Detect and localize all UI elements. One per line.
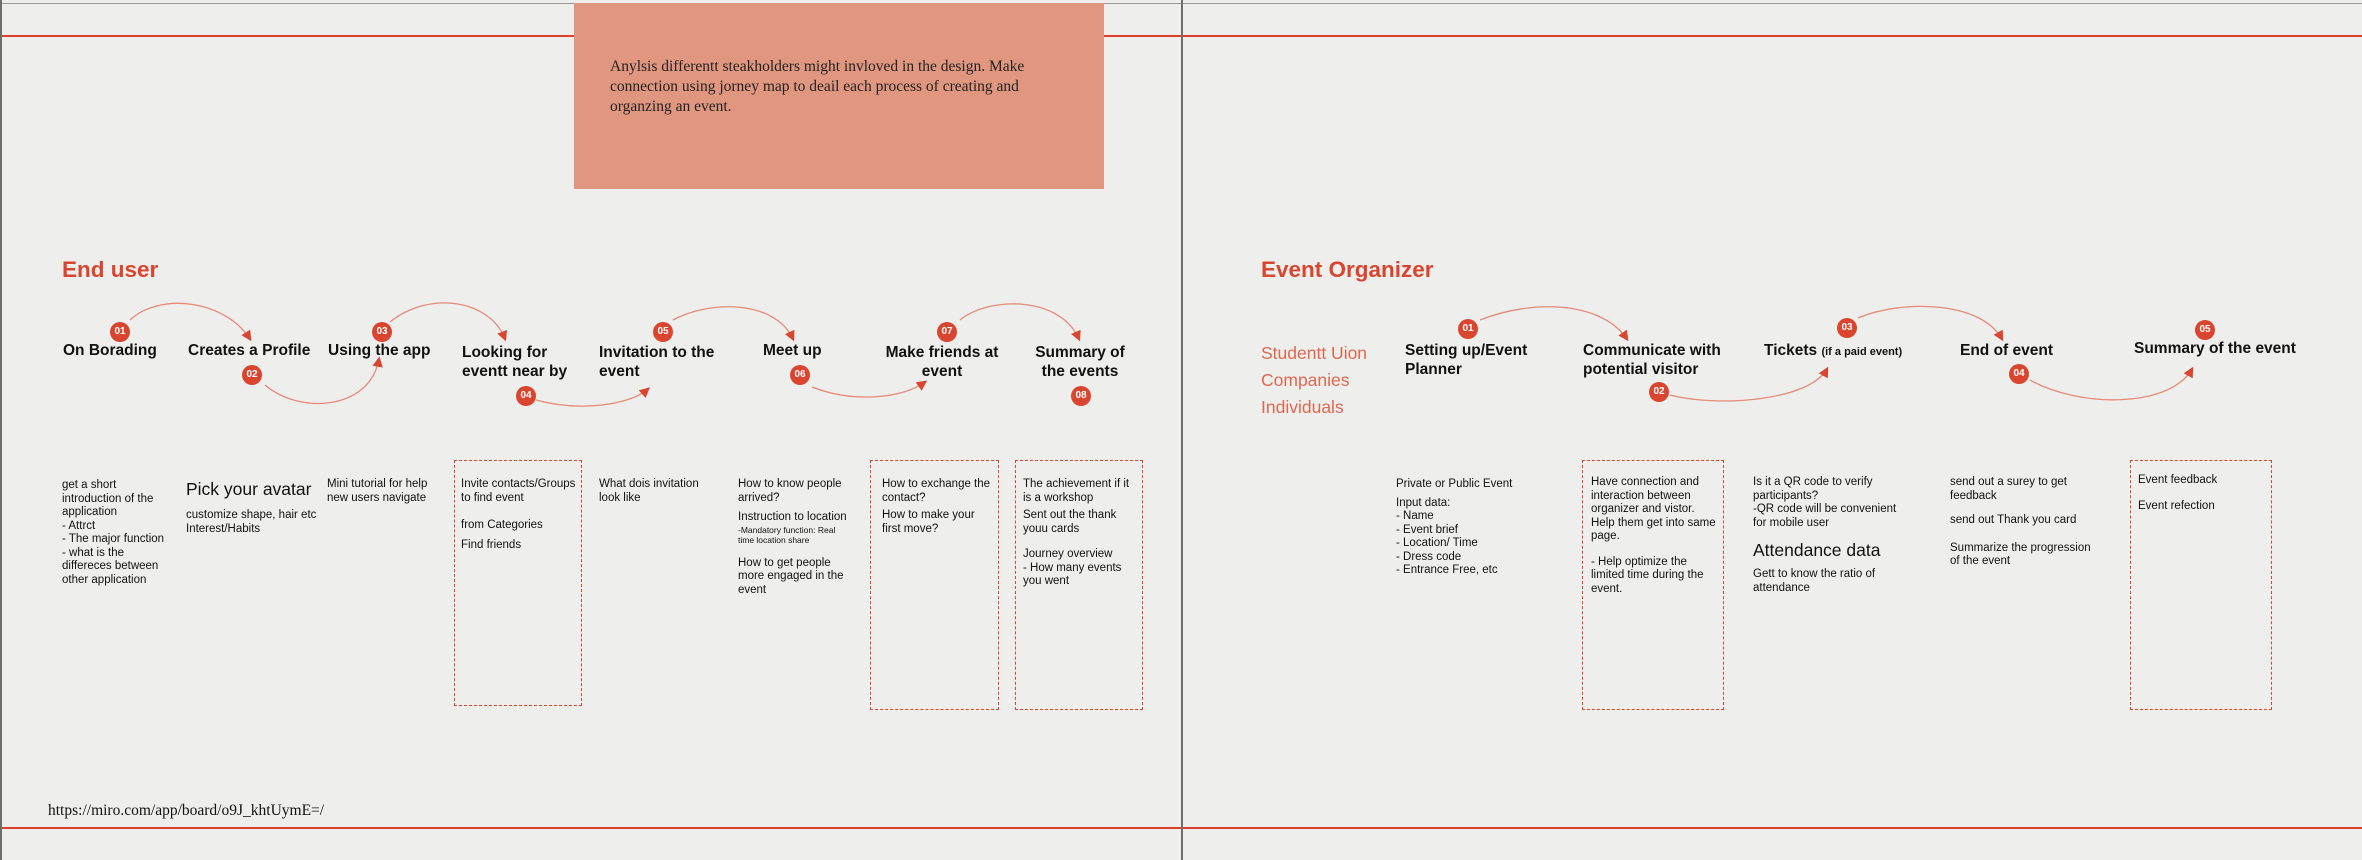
note-text: Sent out the thank youu cards: [1023, 509, 1117, 535]
note-make-friends: [882, 478, 994, 536]
step-end-of-event: End of event: [1960, 342, 2054, 359]
board-url[interactable]: https://miro.com/app/board/o9J_khtUymE=/: [48, 802, 325, 819]
note-meet-up: [738, 478, 853, 597]
note-text: Interest/Habits: [186, 522, 261, 535]
step-using-app: Using the app: [328, 342, 431, 359]
note-text: Gett to know the ratio of attendance: [1753, 568, 1876, 594]
note-text: -QR code will be convenient for mobile user: [1753, 503, 1897, 529]
step-badge-05: 05: [653, 322, 673, 342]
note-text: from Categories: [461, 519, 543, 531]
note-title: Pick your avatar: [186, 479, 312, 499]
note-looking: [461, 478, 579, 552]
stakeholder-list: [1261, 340, 1367, 421]
note-text: How to make your first move?: [882, 509, 975, 535]
note-text: - Name: [1396, 510, 1434, 522]
org-step-badge-05: 05: [2195, 320, 2215, 340]
arrow-org-03-04: [1858, 306, 2002, 339]
step-tickets: [1764, 341, 1902, 362]
note-text: - Attrct: [62, 519, 96, 532]
note-onboarding: [62, 479, 170, 587]
step-meet-up: Meet up: [763, 342, 822, 359]
stakeholder-item: Studentt Uion: [1261, 343, 1368, 363]
end-user-title: End user: [62, 257, 159, 282]
step-badge-01: 01: [110, 322, 130, 342]
note-text: - Event brief: [1396, 523, 1458, 536]
note-text: - Location/ Time: [1396, 537, 1478, 549]
arrow-07-08: [960, 304, 1079, 339]
org-step-badge-04: 04: [2009, 364, 2029, 384]
arrow-03-04: [390, 303, 505, 339]
arrow-02-03: [265, 359, 379, 403]
arrow-01-02: [130, 303, 250, 339]
note-text: Find friends: [461, 538, 522, 551]
note-title: Attendance data: [1753, 540, 1881, 560]
org-step-badge-01: 01: [1458, 319, 1478, 339]
step-tickets-sub: (if a paid event): [1821, 346, 1903, 358]
note-text: Instruction to location: [738, 511, 847, 523]
note-text: Mini tutorial for help new users navigate: [327, 478, 428, 504]
note-text: Event refection: [2138, 499, 2215, 512]
note-text: Summarize the progression of the event: [1950, 541, 2091, 567]
note-summary: [1023, 478, 1137, 589]
note-text: What dois invitation look like: [599, 478, 699, 504]
note-text: customize shape, hair etc: [186, 509, 317, 521]
step-looking-for-event: Looking for eventt near by: [462, 344, 568, 380]
step-onboarding: On Borading: [63, 342, 157, 359]
note-end-of-event: [1950, 476, 2095, 569]
arrow-org-04-05: [2030, 369, 2192, 400]
arrow-04-05: [536, 389, 648, 406]
arrow-05-06: [673, 307, 793, 339]
note-text: How to know people arrived?: [738, 478, 842, 504]
step-badge-06: 06: [790, 365, 810, 385]
note-text: Invite contacts/Groups to find event: [461, 478, 576, 504]
step-make-friends: Make friends at event: [885, 344, 999, 380]
step-communicate: Communicate with potential visitor: [1583, 342, 1721, 378]
note-text: - How many events you went: [1023, 561, 1122, 587]
note-using-app: [327, 478, 437, 505]
step-badge-04: 04: [516, 386, 536, 406]
stakeholder-item: Companies: [1261, 370, 1350, 390]
note-tickets: [1753, 476, 1898, 595]
note-text: get a short introduction of the application: [62, 479, 154, 518]
note-setup: [1396, 478, 1526, 578]
step-create-profile: Creates a Profile: [188, 342, 311, 359]
note-text: send out a surey to get feedback: [1950, 476, 2067, 502]
note-text: - what is the differeces between other application: [62, 546, 159, 586]
note-text: How to get people more engaged in the event: [738, 556, 844, 596]
note-text: Private or Public Event: [1396, 478, 1513, 490]
step-setup-event: Setting up/Event Planner: [1405, 342, 1528, 378]
organizer-title: Event Organizer: [1261, 257, 1434, 282]
org-step-badge-02: 02: [1649, 382, 1669, 402]
note-text: Have connection and interaction between organizer and vistor. Help them get into same page.: [1591, 476, 1716, 542]
note-text: - Help optimize the limited time during the event.: [1591, 555, 1704, 595]
note-text: Input data:: [1396, 496, 1451, 509]
note-text: How to exchange the contact?: [882, 478, 991, 504]
note-text: Is it a QR code to verify participants?: [1753, 476, 1873, 502]
note-communicate: [1591, 476, 1717, 596]
note-text: - Entrance Free, etc: [1396, 564, 1498, 576]
step-badge-03: 03: [372, 322, 392, 342]
note-summary-event: [2138, 474, 2263, 513]
note-text: - The major function: [62, 533, 165, 545]
note-profile: [186, 478, 321, 536]
step-badge-02: 02: [242, 365, 262, 385]
arrow-06-07: [812, 382, 925, 397]
step-badge-07: 07: [937, 322, 957, 342]
stakeholder-item: Individuals: [1261, 397, 1344, 417]
step-badge-08: 08: [1071, 386, 1091, 406]
note-text: Journey overview: [1023, 548, 1113, 560]
step-invitation: Invitation to the event: [599, 344, 715, 380]
arrow-org-01-02: [1480, 307, 1627, 339]
note-text: - Dress code: [1396, 550, 1462, 563]
note-text: send out Thank you card: [1950, 514, 2077, 526]
step-tickets-label: Tickets: [1764, 342, 1818, 359]
note-text: Event feedback: [2138, 474, 2218, 486]
note-text: The achievement if it is a workshop: [1023, 478, 1130, 504]
note-text-small: -Mandatory function: Real time location share: [738, 524, 836, 545]
step-summary-event: Summary of the event: [2134, 340, 2296, 357]
intro-text: Anylsis differentt steakholders might invloved in the design. Make connection using jorney map to deail each process of creating and organzing an event.: [610, 58, 1025, 115]
note-invitation: [599, 478, 709, 505]
org-step-badge-03: 03: [1837, 318, 1857, 338]
step-summary-events: Summary of the events: [1035, 344, 1125, 380]
